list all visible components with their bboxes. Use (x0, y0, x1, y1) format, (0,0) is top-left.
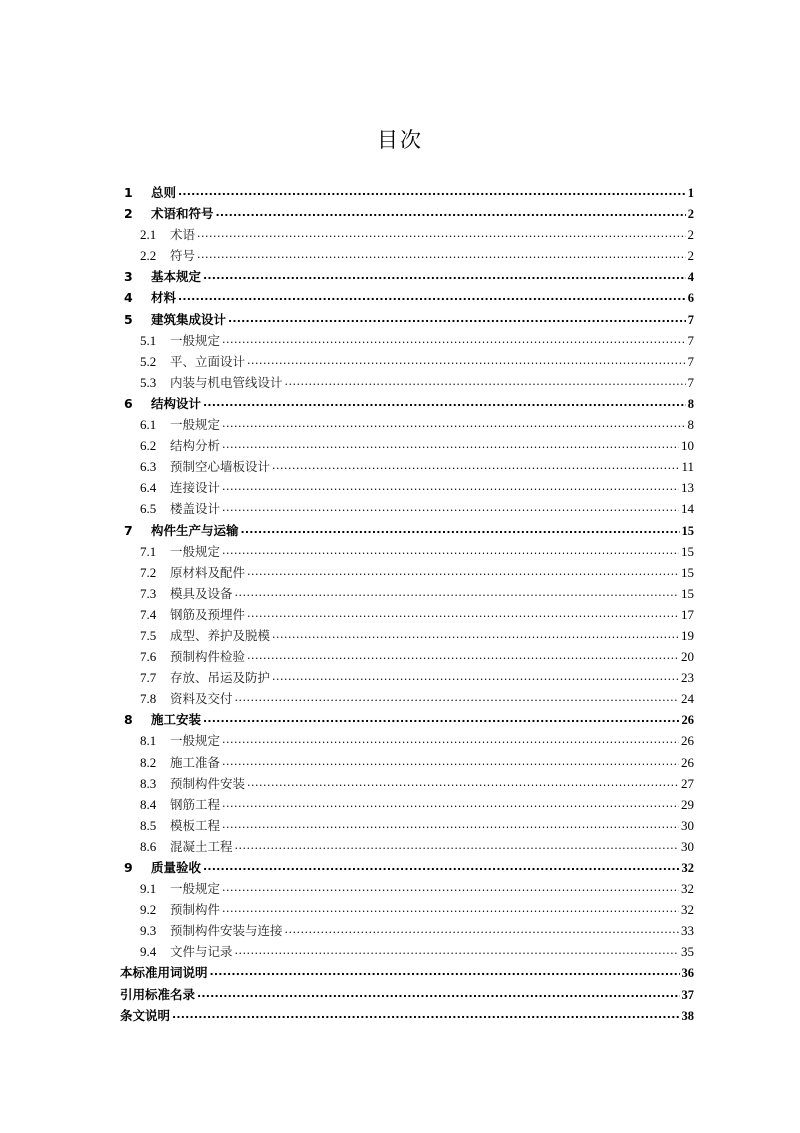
toc-entry[interactable] (120, 773, 694, 794)
toc-entry-title: 平、立面设计 (170, 353, 246, 369)
toc-entry-page-number: 1 (687, 186, 694, 200)
toc-entry[interactable] (120, 583, 694, 604)
toc-entry-title: 资料及交付 (170, 691, 233, 707)
dot-leader (222, 880, 679, 893)
toc-entry[interactable] (120, 456, 694, 477)
toc-entry-number: 7 (124, 522, 133, 538)
toc-entry[interactable] (120, 941, 694, 962)
toc-entry-title: 模具及设备 (170, 585, 233, 601)
toc-entry[interactable] (120, 646, 694, 667)
toc-entry[interactable] (120, 667, 694, 688)
toc-entry-title: 钢筋工程 (170, 796, 221, 812)
toc-entry-page-number: 2 (687, 227, 694, 243)
toc-entry[interactable] (120, 794, 694, 815)
toc-entry-page-number: 32 (681, 861, 694, 875)
dot-leader (247, 353, 685, 366)
toc-entry[interactable] (120, 245, 694, 266)
toc-entry-page-number: 23 (681, 670, 694, 686)
toc-entry-page-number: 15 (681, 523, 694, 538)
toc-entry-page-number: 2 (687, 248, 694, 264)
toc-entry-number: 7.8 (140, 691, 157, 707)
toc-entry-page-number: 19 (681, 627, 694, 643)
toc-entry-page-number: 15 (681, 543, 694, 559)
toc-entry[interactable] (120, 477, 694, 498)
toc-entry-number: 2.1 (140, 227, 157, 243)
toc-entry[interactable] (120, 351, 694, 372)
toc-entry-title: 一般规定 (170, 543, 221, 559)
toc-entry-number: 7.7 (140, 670, 157, 686)
toc-entry-title: 模板工程 (170, 817, 221, 833)
toc-entry[interactable] (120, 815, 694, 836)
toc-entry-title: 符号 (170, 248, 196, 264)
dot-leader (241, 522, 680, 535)
toc-entry-number: 2 (124, 206, 133, 222)
dot-leader (228, 311, 686, 324)
toc-entry-title: 预制构件安装 (170, 775, 246, 791)
toc-entry[interactable] (120, 266, 694, 287)
dot-leader (222, 332, 685, 345)
toc-entry[interactable] (120, 562, 694, 583)
dot-leader (222, 500, 679, 513)
toc-entry-title: 预制构件安装与连接 (170, 923, 283, 939)
toc-entry-page-number: 7 (687, 312, 694, 327)
toc-entry-number: 3 (124, 269, 133, 285)
dot-leader (285, 922, 679, 935)
toc-entry-title: 预制空心墙板设计 (170, 459, 271, 475)
toc-entry[interactable] (120, 688, 694, 709)
toc-entry-number: 7.1 (140, 543, 157, 559)
toc-entry-title: 内装与机电管线设计 (170, 374, 283, 390)
toc-entry-title: 质量验收 (151, 860, 202, 875)
toc-entry-page-number: 7 (687, 353, 694, 369)
toc-entry-page-number: 35 (681, 944, 694, 960)
toc-entry[interactable] (120, 330, 694, 351)
toc-entry[interactable] (120, 182, 694, 203)
toc-entry-number: 7.5 (140, 627, 157, 643)
dot-leader (222, 754, 679, 767)
toc-entry-number: 8.1 (140, 733, 157, 749)
toc-entry-number: 9.4 (140, 944, 157, 960)
dot-leader (222, 796, 679, 809)
toc-entry-page-number: 26 (681, 754, 694, 770)
toc-entry[interactable] (120, 857, 694, 878)
toc-entry-title: 本标准用词说明 (120, 965, 208, 981)
dot-leader (203, 712, 679, 725)
toc-entry-page-number: 32 (681, 902, 694, 918)
page-title: 目次 (377, 128, 423, 152)
toc-entry-page-number: 8 (687, 417, 694, 433)
toc-entry-title: 建筑集成设计 (151, 311, 227, 327)
toc-entry[interactable] (120, 309, 694, 330)
toc-entry-page-number: 37 (681, 987, 694, 1002)
dot-leader (247, 648, 679, 661)
toc-entry-number: 9.3 (140, 923, 157, 939)
dot-leader (178, 185, 686, 198)
toc-entry[interactable] (120, 435, 694, 456)
toc-entry-number: 9 (124, 860, 133, 875)
toc-entry-number: 4 (124, 290, 133, 306)
toc-entry-page-number: 10 (681, 438, 694, 454)
toc-entry-title: 连接设计 (170, 480, 221, 496)
dot-leader (203, 395, 686, 408)
toc-entry-title: 一般规定 (170, 881, 221, 897)
toc-entry[interactable] (120, 878, 694, 899)
toc-entry[interactable] (120, 836, 694, 857)
toc-entry[interactable] (120, 1005, 694, 1026)
toc-entry-number: 5.1 (140, 332, 157, 348)
toc-entry-page-number: 26 (681, 733, 694, 749)
dot-leader (285, 374, 686, 387)
toc-entry-title: 钢筋及预埋件 (170, 606, 246, 622)
toc-entry-number: 5.3 (140, 374, 157, 390)
toc-entry-page-number: 20 (681, 649, 694, 665)
toc-entry[interactable] (120, 730, 694, 751)
toc-entry-number: 6 (124, 395, 133, 411)
toc-entry-title: 材料 (151, 290, 177, 306)
toc-entry-page-number: 36 (681, 966, 694, 981)
dot-leader (197, 986, 679, 999)
toc-entry-title: 预制构件 (170, 902, 221, 918)
toc-entry-page-number: 30 (681, 817, 694, 833)
dot-leader (222, 416, 685, 429)
toc-entry[interactable] (120, 203, 694, 224)
toc-entry-number: 9.2 (140, 902, 157, 918)
toc-entry[interactable] (120, 224, 694, 245)
dot-leader (235, 690, 679, 703)
dot-leader (222, 732, 679, 745)
toc-entry[interactable] (120, 962, 694, 983)
toc-entry-page-number: 33 (681, 923, 694, 939)
toc-entry-title: 总则 (151, 185, 177, 200)
toc-entry-page-number: 15 (681, 585, 694, 601)
toc-entry-page-number: 32 (681, 881, 694, 897)
dot-leader (272, 627, 679, 640)
dot-leader (247, 564, 679, 577)
toc-entry[interactable] (120, 604, 694, 625)
toc-entry-page-number: 4 (687, 270, 694, 285)
toc-entry-number: 8 (124, 712, 133, 728)
toc-entry-number: 6.1 (140, 417, 157, 433)
dot-leader (272, 458, 679, 471)
toc-entry-title: 术语和符号 (151, 206, 214, 222)
toc-entry-number: 8.6 (140, 838, 157, 854)
toc-entry-title: 预制构件检验 (170, 649, 246, 665)
dot-leader (203, 269, 686, 282)
toc-entry-title: 原材料及配件 (170, 564, 246, 580)
toc-entry-number: 7.2 (140, 564, 157, 580)
dot-leader (203, 860, 679, 873)
toc-entry-page-number: 27 (681, 775, 694, 791)
toc-entry[interactable] (120, 498, 694, 519)
toc-entry-number: 5 (124, 311, 133, 327)
toc-entry-page-number: 7 (687, 374, 694, 390)
dot-leader (222, 543, 679, 556)
toc-entry-number: 8.2 (140, 754, 157, 770)
toc-entry-title: 一般规定 (170, 332, 221, 348)
toc-entry-title: 构件生产与运输 (151, 522, 239, 538)
toc-entry-number: 7.4 (140, 606, 157, 622)
toc-entry-page-number: 2 (687, 207, 694, 222)
dot-leader (247, 606, 679, 619)
toc-entry-number: 5.2 (140, 353, 157, 369)
toc-entry-page-number: 26 (681, 713, 694, 728)
dot-leader (235, 943, 679, 956)
dot-leader (222, 817, 679, 830)
toc-entry-number: 8.5 (140, 817, 157, 833)
toc-entry[interactable] (120, 920, 694, 941)
toc-entry-number: 6.4 (140, 480, 157, 496)
toc-entry-title: 文件与记录 (170, 944, 233, 960)
toc-entry-page-number: 8 (687, 396, 694, 411)
toc-entry-number: 7.3 (140, 585, 157, 601)
dot-leader (272, 669, 679, 682)
toc-entry-title: 结构分析 (170, 438, 221, 454)
dot-leader (235, 585, 679, 598)
toc-entry-page-number: 15 (681, 564, 694, 580)
toc-entry-title: 存放、吊运及防护 (170, 670, 271, 686)
toc-entry-title: 施工安装 (151, 712, 202, 728)
toc-entry-page-number: 6 (687, 291, 694, 306)
toc-entry-title: 基本规定 (151, 269, 202, 285)
dot-leader (172, 1007, 679, 1020)
dot-leader (197, 247, 685, 260)
toc-entry-page-number: 7 (687, 332, 694, 348)
toc-entry-number: 8.3 (140, 775, 157, 791)
dot-leader (247, 775, 679, 788)
toc-entry[interactable] (120, 625, 694, 646)
toc-entry-title: 一般规定 (170, 733, 221, 749)
toc-entry-page-number: 38 (681, 1008, 694, 1023)
toc-entry-page-number: 11 (681, 459, 694, 475)
toc-entry-title: 施工准备 (170, 754, 221, 770)
toc-entry[interactable] (120, 541, 694, 562)
toc-entry[interactable] (120, 899, 694, 920)
toc-entry[interactable] (120, 752, 694, 773)
dot-leader (197, 226, 685, 239)
toc-entry-page-number: 13 (681, 480, 694, 496)
toc-entry[interactable] (120, 984, 694, 1005)
toc-entry-title: 成型、养护及脱模 (170, 627, 271, 643)
toc-entry-page-number: 30 (681, 838, 694, 854)
table-of-contents (120, 182, 694, 1026)
toc-entry[interactable] (120, 709, 694, 730)
dot-leader (222, 479, 679, 492)
toc-entry-title: 引用标准名录 (120, 986, 196, 1002)
toc-entry-number: 9.1 (140, 881, 157, 897)
toc-entry-title: 条文说明 (120, 1007, 171, 1023)
toc-entry-number: 1 (124, 185, 133, 200)
toc-entry-number: 6.3 (140, 459, 157, 475)
toc-entry-title: 一般规定 (170, 417, 221, 433)
toc-entry[interactable] (120, 520, 694, 541)
toc-entry-title: 楼盖设计 (170, 501, 221, 517)
dot-leader (216, 206, 686, 219)
toc-entry-page-number: 14 (681, 501, 694, 517)
toc-entry-title: 术语 (170, 227, 196, 243)
dot-leader (222, 437, 679, 450)
toc-entry-number: 6.2 (140, 438, 157, 454)
toc-entry-page-number: 29 (681, 796, 694, 812)
toc-entry[interactable] (120, 393, 694, 414)
toc-entry-number: 7.6 (140, 649, 157, 665)
dot-leader (222, 901, 679, 914)
toc-entry-page-number: 17 (681, 606, 694, 622)
dot-leader (235, 838, 679, 851)
toc-entry[interactable] (120, 372, 694, 393)
dot-leader (178, 290, 686, 303)
toc-entry-title: 混凝土工程 (170, 838, 233, 854)
toc-entry-number: 2.2 (140, 248, 157, 264)
toc-entry-page-number: 24 (681, 691, 694, 707)
dot-leader (210, 965, 680, 978)
toc-entry-number: 8.4 (140, 796, 157, 812)
toc-entry[interactable] (120, 414, 694, 435)
toc-entry-title: 结构设计 (151, 395, 202, 411)
toc-entry[interactable] (120, 287, 694, 308)
toc-entry-number: 6.5 (140, 501, 157, 517)
